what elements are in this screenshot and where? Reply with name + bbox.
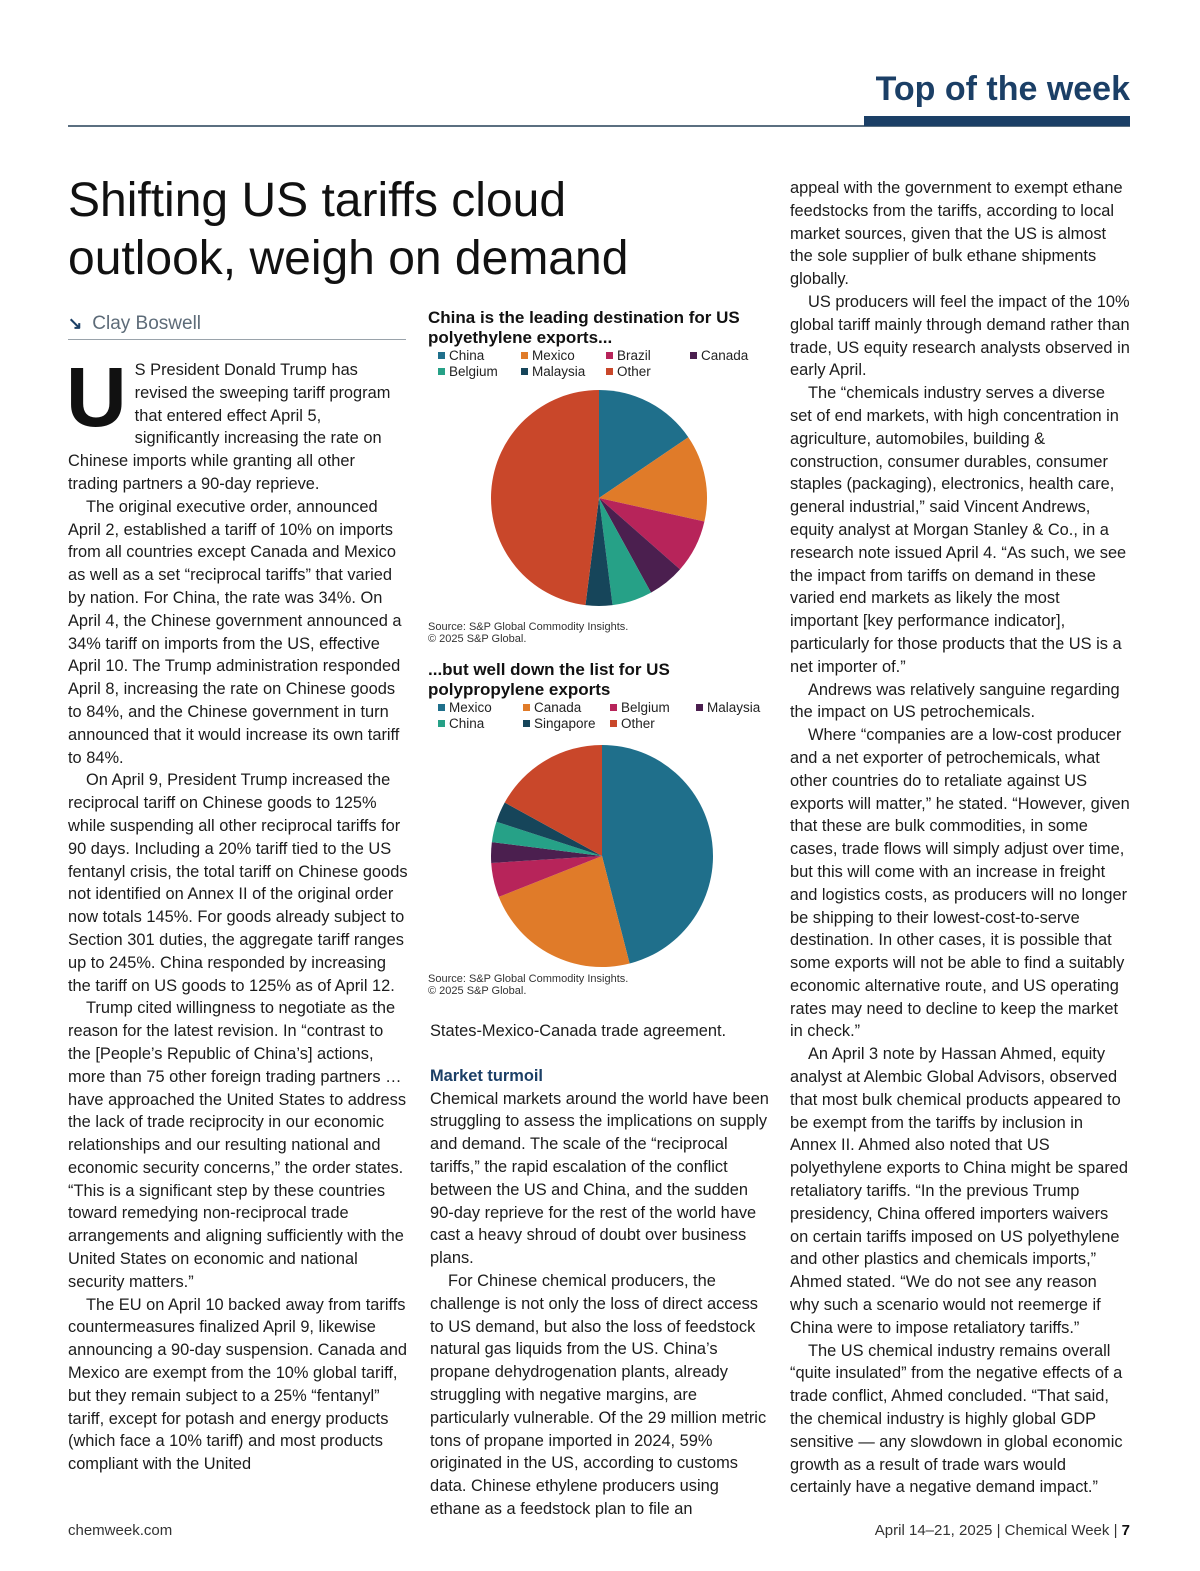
article-column-1: [66, 350, 408, 1476]
legend-item: [521, 348, 575, 364]
legend-item: [438, 348, 484, 364]
paragraph: Trump cited willingness to negotiate as the reason for the latest revision. In “contrast to the [People’s Republic of China’s] actions, more than 75 other foreign trading partners … have approached the United States to address the lack of trade reciprocity in our economic relationships and our resulting national and economic security concerns,” the order states. “This is a significant step by these countries toward remedying non-reciprocal trade arrangements and aligning sufficiently with the United States on economic and national security matters.”: [68, 999, 407, 1291]
legend-swatch: [696, 704, 703, 711]
legend-swatch: [523, 720, 530, 727]
chart-source: Source: S&P Global Commodity Insights.: [428, 621, 629, 633]
paragraph-text: S President Donald Trump has revised the sweeping tariff program that entered effect April 5, significantly increasing the rate on Chinese imports while granting all other trading partners a 90-day reprieve.: [68, 361, 391, 493]
legend-label: Canada: [534, 700, 582, 715]
legend-label: Malaysia: [532, 364, 586, 379]
article-column-3: [790, 177, 1130, 1499]
chart-copyright: © 2025 S&P Global.: [428, 985, 527, 997]
byline: [68, 313, 406, 340]
section-label: Top of the week: [875, 70, 1130, 108]
chart-copyright: © 2025 S&P Global.: [428, 633, 527, 645]
paragraph: An April 3 note by Hassan Ahmed, equity analyst at Alembic Global Advisors, observed that most bulk chemical products appeared to be exempt from the tariffs by inclusion in Annex II. Ahmed also noted that US polyethylene exports to China might be spared retaliatory tariffs. “In the previous Trump presidency, China offered importers waivers on certain tariffs imposed on US polyethylene and other plastics and chemicals imports,” Ahmed stated. “We do not see any reason why such a scenario would not reemerge if China were to impose retaliatory tariffs.”: [790, 1045, 1129, 1337]
paragraph: For Chinese chemical producers, the challenge is not only the loss of direct access to US demand, but also the loss of feedstock natural gas liquids from the US. China’s propane dehydrogenation plants, already struggling with negative margins, are particularly vulnerable. Of the 29 million metric tons of propane imported in 2024, 59% originated in the US, according to customs data. Chinese ethylene producers using ethane as a feedstock plan to file an: [430, 1271, 767, 1518]
legend-label: Mexico: [449, 700, 492, 715]
legend-label: Other: [617, 364, 651, 379]
paragraph: On April 9, President Trump increased the reciprocal tariff on Chinese goods to 125% while suspending all other reciprocal tariffs for 90 days. Including a 20% tariff tied to the US fentanyl crisis, the total tariff on Chinese goods not identified on Annex II of the original order now totals 145%. For goods already subject to Section 301 duties, the aggregate tariff ranges up to 245%. China responded by increasing the tariff on US goods to 125% as of April 12.: [68, 771, 408, 995]
subhead: Market turmoil: [430, 1066, 543, 1085]
legend-item: [438, 700, 492, 716]
legend-item: [606, 364, 651, 380]
paragraph: appeal with the government to exempt ethane feedstocks from the tariffs, according to local market sources, given that the US is almost the sole supplier of bulk ethane shipments globally.: [790, 179, 1123, 289]
paragraph: Where “companies are a low-cost producer and a net exporter of petrochemicals, what other countries do to retaliate against US exports will matter,” he stated. “However, given that these are bulk commodities, in some cases, trade flows will simply adjust over time, but this will come with an increase in freight and logistics costs, as producers will no longer be shipping to their lowest-cost-to-serve destination. In other cases, it is possible that some exports will not be able to find a suitably economic alternative route, and US operating rates may need to decline to keep the market in check.”: [790, 726, 1130, 1041]
legend-item: [690, 348, 748, 364]
paragraph: Andrews was relatively sanguine regarding the impact on US petrochemicals.: [790, 680, 1120, 722]
legend-label: Brazil: [617, 348, 651, 363]
paragraph: The US chemical industry remains overall “quite insulated” from the negative effects of a trade conflict, Ahmed concluded. “That said, the chemical industry is highly global GDP sensitive — any slowdown in global economic growth as a result of trade wars would certainly have a negative demand impact.”: [790, 1341, 1123, 1497]
footer-date: April 14–21, 2025: [874, 1522, 993, 1539]
legend-swatch: [521, 368, 528, 375]
legend-item: [606, 348, 651, 364]
chart-title: ...but well down the list for US polypropylene exports: [428, 660, 670, 699]
legend-swatch: [438, 704, 445, 711]
header-accent-bar: [864, 116, 1130, 126]
footer-publication: Chemical Week: [1004, 1522, 1110, 1539]
legend-item: [610, 716, 655, 732]
paragraph: The EU on April 10 backed away from tariffs countermeasures finalized April 9, likewise announcing a 90-day suspension. Canada and Mexico are exempt from the 10% global tariff, but they remain subject to a 25% “fentanyl” tariff, except for potash and energy products (which face a 10% tariff) and most products compliant with the United: [68, 1295, 408, 1474]
legend-label: Canada: [701, 348, 749, 363]
legend-label: Belgium: [449, 364, 498, 379]
legend-item: [521, 364, 585, 380]
paragraph: The “chemicals industry serves a diverse set of end markets, with high concentration in agriculture, automobiles, building & construction, consumer durables, consumer staples (packaging), electronics, health care, general industrial,” said Vincent Andrews, equity analyst at Morgan Stanley & Co., in a research note issued April 4. “As such, we see the impact from tariffs on demand in these varied end markets as likely the most important [key performance indicator], particularly for those products that the US is a net importer of.”: [790, 384, 1127, 676]
byline-arrow-icon: ↘: [68, 314, 83, 333]
legend-swatch: [606, 368, 613, 375]
chart-polypropylene-exports: [428, 660, 773, 997]
legend-label: Other: [621, 716, 655, 731]
paragraph: States-Mexico-Canada trade agreement.: [430, 1022, 727, 1040]
chart-legend: [428, 700, 773, 736]
legend-label: Belgium: [621, 700, 670, 715]
paragraph: [66, 350, 408, 496]
legend-label: Malaysia: [707, 700, 761, 715]
legend-item: [438, 364, 498, 380]
pie-slice-other: [491, 390, 599, 605]
legend-swatch: [438, 720, 445, 727]
legend-swatch: [610, 720, 617, 727]
legend-swatch: [438, 368, 445, 375]
legend-swatch: [690, 352, 697, 359]
legend-swatch: [606, 352, 613, 359]
legend-swatch: [610, 704, 617, 711]
legend-item: [610, 700, 670, 716]
footer-info: [875, 1522, 1130, 1539]
legend-label: Mexico: [532, 348, 575, 363]
author-name: Clay Boswell: [92, 313, 202, 334]
legend-swatch: [523, 704, 530, 711]
article-column-2: [430, 1020, 770, 1521]
footer-site: chemweek.com: [68, 1522, 173, 1539]
chart-title: China is the leading destination for US polyethylene exports...: [428, 308, 740, 347]
footer-separator: |: [996, 1522, 1001, 1539]
pie-chart: [428, 736, 773, 968]
chart-legend: [428, 348, 773, 384]
legend-item: [438, 716, 484, 732]
legend-swatch: [521, 352, 528, 359]
headline: Shifting US tariffs cloud outlook, weigh on demand: [68, 174, 629, 285]
paragraph: Chemical markets around the world have been struggling to assess the implications on supply and demand. The scale of the “reciprocal tariffs,” the rapid escalation of the conflict between the US and China, and the sudden 90-day reprieve for the rest of the world have cast a heavy shroud of doubt over business plans.: [430, 1089, 769, 1268]
chart-source: Source: S&P Global Commodity Insights.: [428, 973, 629, 985]
legend-item: [523, 700, 581, 716]
chart-polyethylene-exports: [428, 308, 773, 645]
drop-cap: U: [66, 350, 127, 444]
legend-label: China: [449, 716, 485, 731]
legend-label: Singapore: [534, 716, 596, 731]
legend-swatch: [438, 352, 445, 359]
paragraph: The original executive order, announced April 2, established a tariff of 10% on imports from all countries except Canada and Mexico as well as a set “reciprocal tariffs” that varied by nation. For China, the rate was 34%. On April 4, the Chinese government announced a 34% tariff on imports from the US, effective April 10. The Trump administration responded April 8, increasing the rate on Chinese goods to 84%, and the Chinese government in turn announced that it would increase its own tariff to 84%.: [68, 497, 402, 767]
legend-item: [523, 716, 596, 732]
legend-label: China: [449, 348, 485, 363]
pie-chart: [428, 384, 773, 616]
paragraph: US producers will feel the impact of the 10% global tariff mainly through demand rather than trade, US equity research analysts observed in early April.: [790, 292, 1130, 380]
page-number: 7: [1121, 1522, 1130, 1539]
legend-item: [696, 700, 760, 716]
footer-separator: |: [1113, 1522, 1118, 1539]
